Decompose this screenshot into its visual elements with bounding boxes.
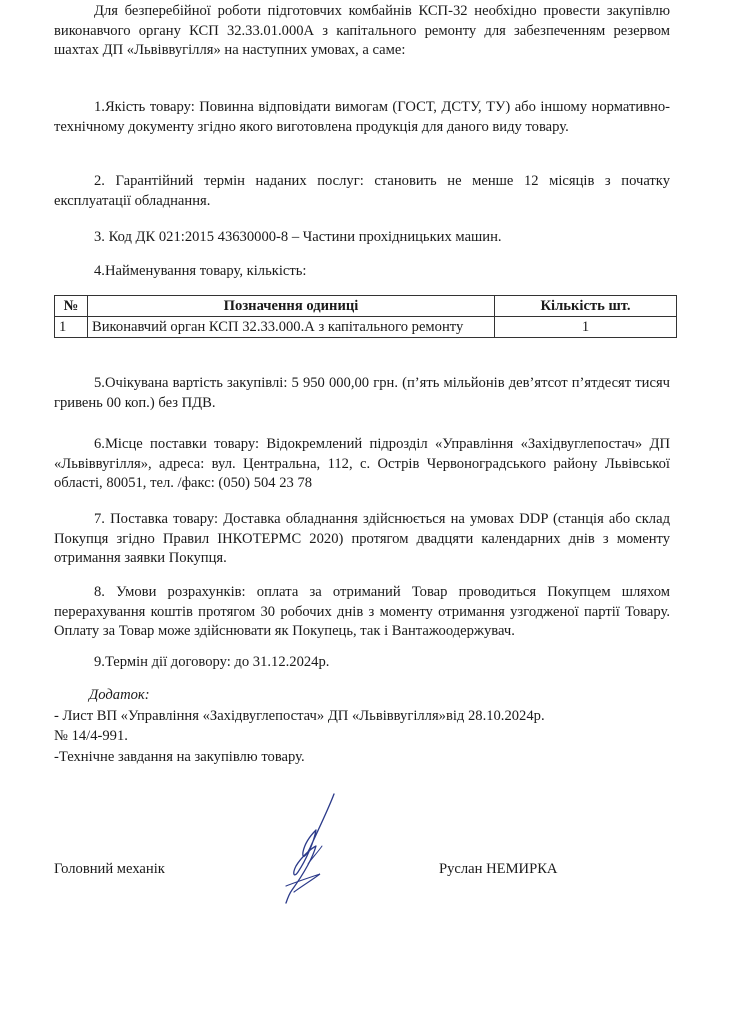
cell-quantity: 1 bbox=[495, 317, 677, 338]
clause-quality: 1.Якість товару: Повинна відповідати вимогам (ГОСТ, ДСТУ, ТУ) або іншому нормативно-технічному документу згідно якого виготовлена продукція для даного виду товару. bbox=[54, 99, 670, 135]
clause-delivery-place: 6.Місце поставки товару: Відокремлений підрозділ «Управління «Західвуглепостач» ДП «Львіввугілля», адреса: вул. Центральна, 112, с. Острів Червоноградського району Львівської області, 80051, тел. /факс: (050) 504 23 78 bbox=[54, 436, 670, 491]
clause-delivery-terms: 7. Поставка товару: Доставка обладнання здійснюється на умовах DDP (станція або склад Покупця згідно Правил ІНКОТЕРМС 2020) протягом двадцяти календарних днів з моменту отримання заявки Покупця. bbox=[54, 511, 670, 566]
signatory-name: Руслан НЕМИРКА bbox=[439, 861, 558, 877]
clause-payment-terms: 8. Умови розрахунків: оплата за отриманий Товар проводиться Покупцем шляхом перерахування коштів протягом 30 робочих днів з моменту отримання узгодженої партії Товару. Оплату за Товар може здійснювати як Покупець, так і Вантажоодержувач. bbox=[54, 584, 670, 639]
table-header-row bbox=[55, 296, 677, 317]
col-header-quantity: Кількість шт. bbox=[495, 296, 677, 317]
handwritten-signature bbox=[272, 790, 352, 905]
goods-table bbox=[54, 295, 677, 338]
clause-contract-term: 9.Термін дії договору: до 31.12.2024р. bbox=[94, 654, 330, 670]
cell-number: 1 bbox=[55, 317, 88, 338]
attachment-letter-number: № 14/4-991. bbox=[54, 728, 128, 744]
table-row bbox=[55, 317, 677, 338]
clause-warranty: 2. Гарантійний термін наданих послуг: становить не менше 12 місяців з початку експлуатації обладнання. bbox=[54, 173, 670, 209]
attachments-title: Додаток: bbox=[89, 687, 150, 703]
clause-goods-heading: 4.Найменування товару, кількість: bbox=[94, 263, 307, 279]
intro-paragraph: Для безперебійної роботи підготовчих комбайнів КСП-32 необхідно провести закупівлю виконавчого органу КСП 32.33.01.000А з капітального ремонту для забезпеченням резервом шахтах ДП «Львіввугілля» на наступних умовах, а саме: bbox=[54, 3, 670, 58]
col-header-number: № bbox=[55, 296, 88, 317]
clause-expected-cost: 5.Очікувана вартість закупівлі: 5 950 000,00 грн. (п’ять мільйонів дев’ятсот п’ятдесят тисяч гривень 00 коп.) без ПДВ. bbox=[54, 375, 670, 411]
clause-dk-code: 3. Код ДК 021:2015 43630000-8 – Частини прохідницьких машин. bbox=[94, 229, 502, 245]
attachment-letter: - Лист ВП «Управління «Західвуглепостач» ДП «Львіввугілля»від 28.10.2024р. bbox=[54, 708, 545, 724]
col-header-designation: Позначення одиниці bbox=[88, 296, 495, 317]
cell-designation: Виконавчий орган КСП 32.33.000.А з капітального ремонту bbox=[88, 317, 495, 338]
signatory-position: Головний механік bbox=[54, 861, 165, 877]
attachment-tech-spec: -Технічне завдання на закупівлю товару. bbox=[54, 749, 305, 765]
